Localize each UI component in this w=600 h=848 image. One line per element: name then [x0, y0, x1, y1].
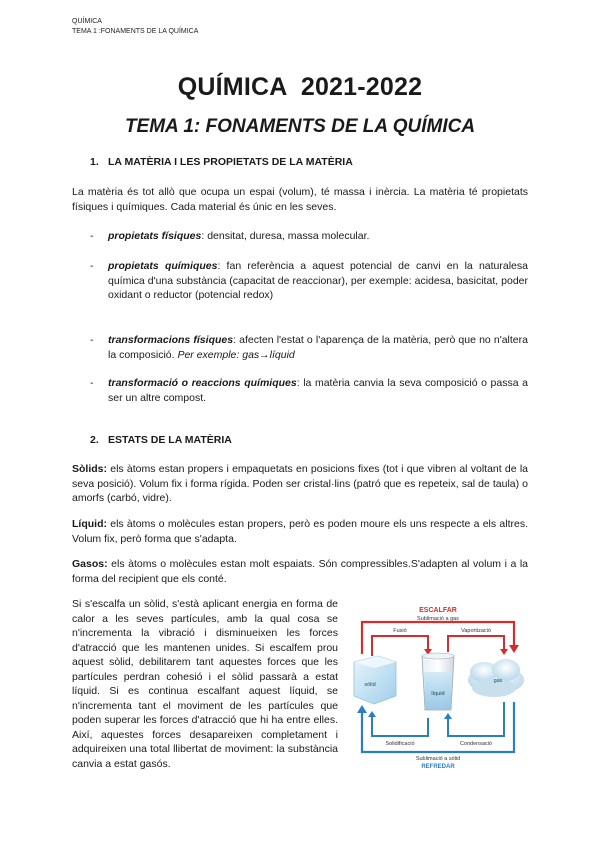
page-subtitle: TEMA 1: FONAMENTS DE LA QUÍMICA [124, 116, 476, 137]
solidification-label: Solidificació [385, 741, 415, 747]
sublimation-arrow-head [509, 645, 519, 653]
solids-label: Sòlids: [72, 463, 108, 475]
bullet-text: : la matèria canvia la seva composició o passa a ser un altre compost. [108, 377, 528, 404]
deposition-arrow-head [357, 705, 367, 713]
condensation-arrow [448, 702, 504, 736]
header-subject: QUÍMICA [72, 18, 102, 25]
fusion-label: Fusió [393, 628, 407, 634]
section-2-number: 2. [90, 434, 99, 446]
bullet-dash: - [90, 377, 94, 389]
bullet-term: propietats físiques [108, 230, 202, 242]
section-1-heading [90, 156, 353, 168]
bullet-chemical-properties [90, 259, 528, 303]
section-2-heading [90, 434, 232, 446]
solid-state-label: sòlid [364, 682, 376, 688]
gases-label: Gasos: [72, 558, 108, 570]
sublimation-arrow [362, 622, 514, 654]
solidification-arrow-head [368, 711, 376, 717]
liquid-text: els àtoms o molècules estan propers, però es poden moure els uns respecte a els altres. Volum fix, però forma que s'adapta. [72, 518, 528, 545]
bullet-term: transformació o reaccions químiques [108, 377, 297, 389]
heat-label: ESCALFAR [419, 607, 457, 614]
gases-paragraph [72, 557, 528, 586]
sublimation-to-solid-label: Sublimació a sòlid [415, 756, 461, 762]
bullet-dash: - [90, 260, 94, 272]
condensation-label: Condensació [459, 741, 493, 747]
bullet-text: : afecten l'estat o l'aparença de la matèria, però que no n'altera la composició. [108, 334, 528, 361]
fusion-arrow [372, 636, 428, 656]
page-title: QUÍMICA 2021-2022 [177, 73, 423, 101]
gases-text: els àtoms o molècules estan molt espaiats. Són compressibles.S'adapten al volum i a la forma del recipient que els conté. [72, 558, 528, 585]
section-1-title: LA MATÈRIA I LES PROPIETATS DE LA MATÈRIA [108, 156, 353, 168]
heating-explanation: Si s'escalfa un sòlid, s'està aplicant energia en forma de calor a les seves partícules, amb la qual cosa se n'incrementa la vibració i disminueixen les forces d'atracció que les mantenen unides. Si escalfem prou aquest sòlid, debilitarem tant aquestes forces que les partícules perdran cohesió i el sòlid passarà a estat líquid. Si es continua escalfant aquest líquid, se n'incrementa tant el moviment de les partícules que poden superar les forces d'atracció que hi ha entre elles. Així, aquestes forces desapareixen completament i adquireixen una total llibertat de moviment: la substància canvia a estat gasós. [72, 598, 338, 770]
vaporization-label: Vaporització [461, 628, 491, 634]
vaporization-arrow [448, 636, 504, 652]
bullet-dash: - [90, 334, 94, 346]
condensation-arrow-head [444, 713, 452, 719]
bullet-dash: - [90, 230, 94, 242]
solids-text: els àtoms estan propers i empaquetats en posicions fixes (tot i que vibren al voltant de la seva posició). Volum fix i forma rígida. Poden ser cristal·lins (patró que es repeteix, sal de taula) o amorfs (carbó, vidre). [72, 463, 528, 504]
cool-label: REFREDAR [421, 764, 455, 770]
liquid-label: Líquid: [72, 518, 107, 530]
state-changes-svg [348, 598, 528, 770]
bullet-term: transformacions físiques [108, 334, 234, 346]
bullet-physical-transformations [90, 333, 528, 362]
bullet-physical-properties [90, 229, 528, 244]
sublimation-to-gas-label: Sublimació a gas [417, 616, 459, 622]
running-header [72, 17, 198, 37]
state-changes-diagram [348, 598, 528, 770]
glass-rim [422, 653, 454, 659]
bullet-chemical-reactions [90, 376, 528, 405]
bullet-term: propietats químiques [108, 260, 218, 272]
gas-state-label: gas [493, 678, 503, 684]
solidification-arrow [372, 716, 428, 736]
section-1-number: 1. [90, 156, 99, 168]
liquid-state-label: líquid [431, 691, 445, 697]
bullet-text: : densitat, duresa, massa molecular. [201, 230, 370, 242]
section-2-title: ESTATS DE LA MATÈRIA [108, 434, 232, 446]
bullet-text: : fan referència a aquest potencial de canvi en la naturalesa química d'una substància (capacitat de reaccionar), per exemple: acidesa, basicitat, poder oxidant o reductor (potencial redox) [108, 260, 528, 301]
bullet-example: Per exemple: gas→líquid [177, 348, 295, 361]
section-1-intro: La matèria és tot allò que ocupa un espai (volum), té massa i inèrcia. La matèria té propietats físiques i químiques. Cada material és únic en les seves. [72, 186, 528, 213]
liquid-paragraph [72, 517, 528, 546]
header-topic: TEMA 1 :FONAMENTS DE LA QUÍMICA [72, 28, 199, 35]
vaporization-arrow-head [500, 649, 508, 655]
solids-paragraph [72, 462, 528, 506]
